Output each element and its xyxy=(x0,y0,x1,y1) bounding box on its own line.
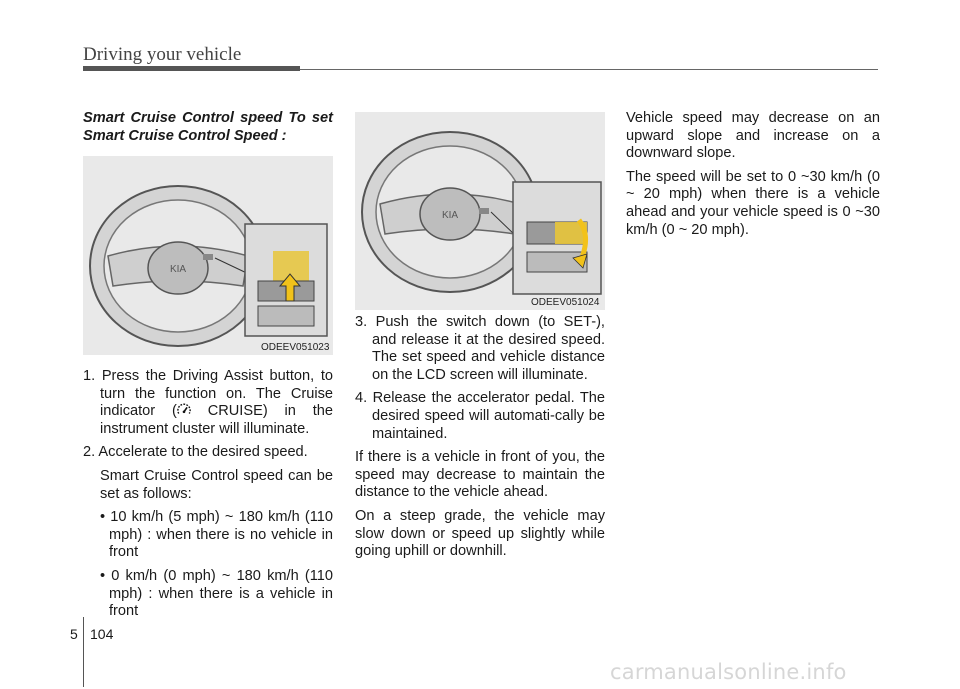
step-1-text-cont: CRUISE) in the instrument cluster will illuminate. xyxy=(100,403,334,437)
steering-wheel-figure-2 xyxy=(355,112,605,310)
bullet-item: • 0 km/h (0 mph) ~ 180 km/h (110 mph) : when there is a vehicle in front xyxy=(100,567,333,620)
section-title: Driving your vehicle xyxy=(83,44,242,65)
step-1 xyxy=(83,368,333,438)
paragraph: Vehicle speed may decrease on an upward slope and increase on a downward slope. xyxy=(626,110,880,162)
paragraph: The speed will be set to 0 ~30 km/h (0 ~ 20 mph) when there is a vehicle ahead and your vehicle speed is 0 ~30 km/h (0 ~ 20 mph). xyxy=(626,168,880,238)
column-3-body xyxy=(626,110,880,245)
column-1 xyxy=(83,110,333,145)
figure-caption: ODEEV051023 xyxy=(261,342,330,353)
watermark: carmanualsonline.info xyxy=(610,660,847,684)
steering-wheel-figure-1 xyxy=(83,156,333,355)
steering-wheel-illustration xyxy=(355,112,605,310)
footer-divider xyxy=(83,617,84,687)
step-1-text: 1. Press the Driving Assist button, to turn the function on. The Cruise indicator ( xyxy=(83,368,333,420)
chapter-number: 5 xyxy=(70,626,78,642)
subheading: Smart Cruise Control speed To set Smart Cruise Control Speed : xyxy=(83,110,333,144)
cruise-indicator-icon xyxy=(177,403,191,417)
steering-wheel-illustration xyxy=(83,156,333,355)
column-2-body xyxy=(355,314,605,567)
bullet-item: • 10 km/h (5 mph) ~ 180 km/h (110 mph) : when there is no vehicle in front xyxy=(100,509,333,561)
column-1-body xyxy=(83,368,333,627)
page-number: 104 xyxy=(90,626,114,642)
logo-glyph: KIA xyxy=(169,264,187,275)
paragraph: If there is a vehicle in front of you, the speed may decrease to maintain the distance to the vehicle ahead. xyxy=(355,449,605,501)
paragraph: On a steep grade, the vehicle may slow down or speed up slightly while going uphill or downhill. xyxy=(355,507,605,560)
step-2: 2. Accelerate to the desired speed. xyxy=(83,444,308,461)
header-rule-thin xyxy=(300,69,878,70)
header-rule-thick xyxy=(83,66,300,71)
logo-glyph: KIA xyxy=(441,210,459,221)
step-2-detail: Smart Cruise Control speed can be set as follows: xyxy=(100,467,333,502)
step-4: 4. Release the accelerator pedal. The desired speed will automati-cally be maintained. xyxy=(355,390,605,442)
figure-caption: ODEEV051024 xyxy=(531,297,600,308)
step-3: 3. Push the switch down (to SET-), and release it at the desired speed. The set speed and vehicle distance on the LCD screen will illuminate. xyxy=(355,314,605,383)
